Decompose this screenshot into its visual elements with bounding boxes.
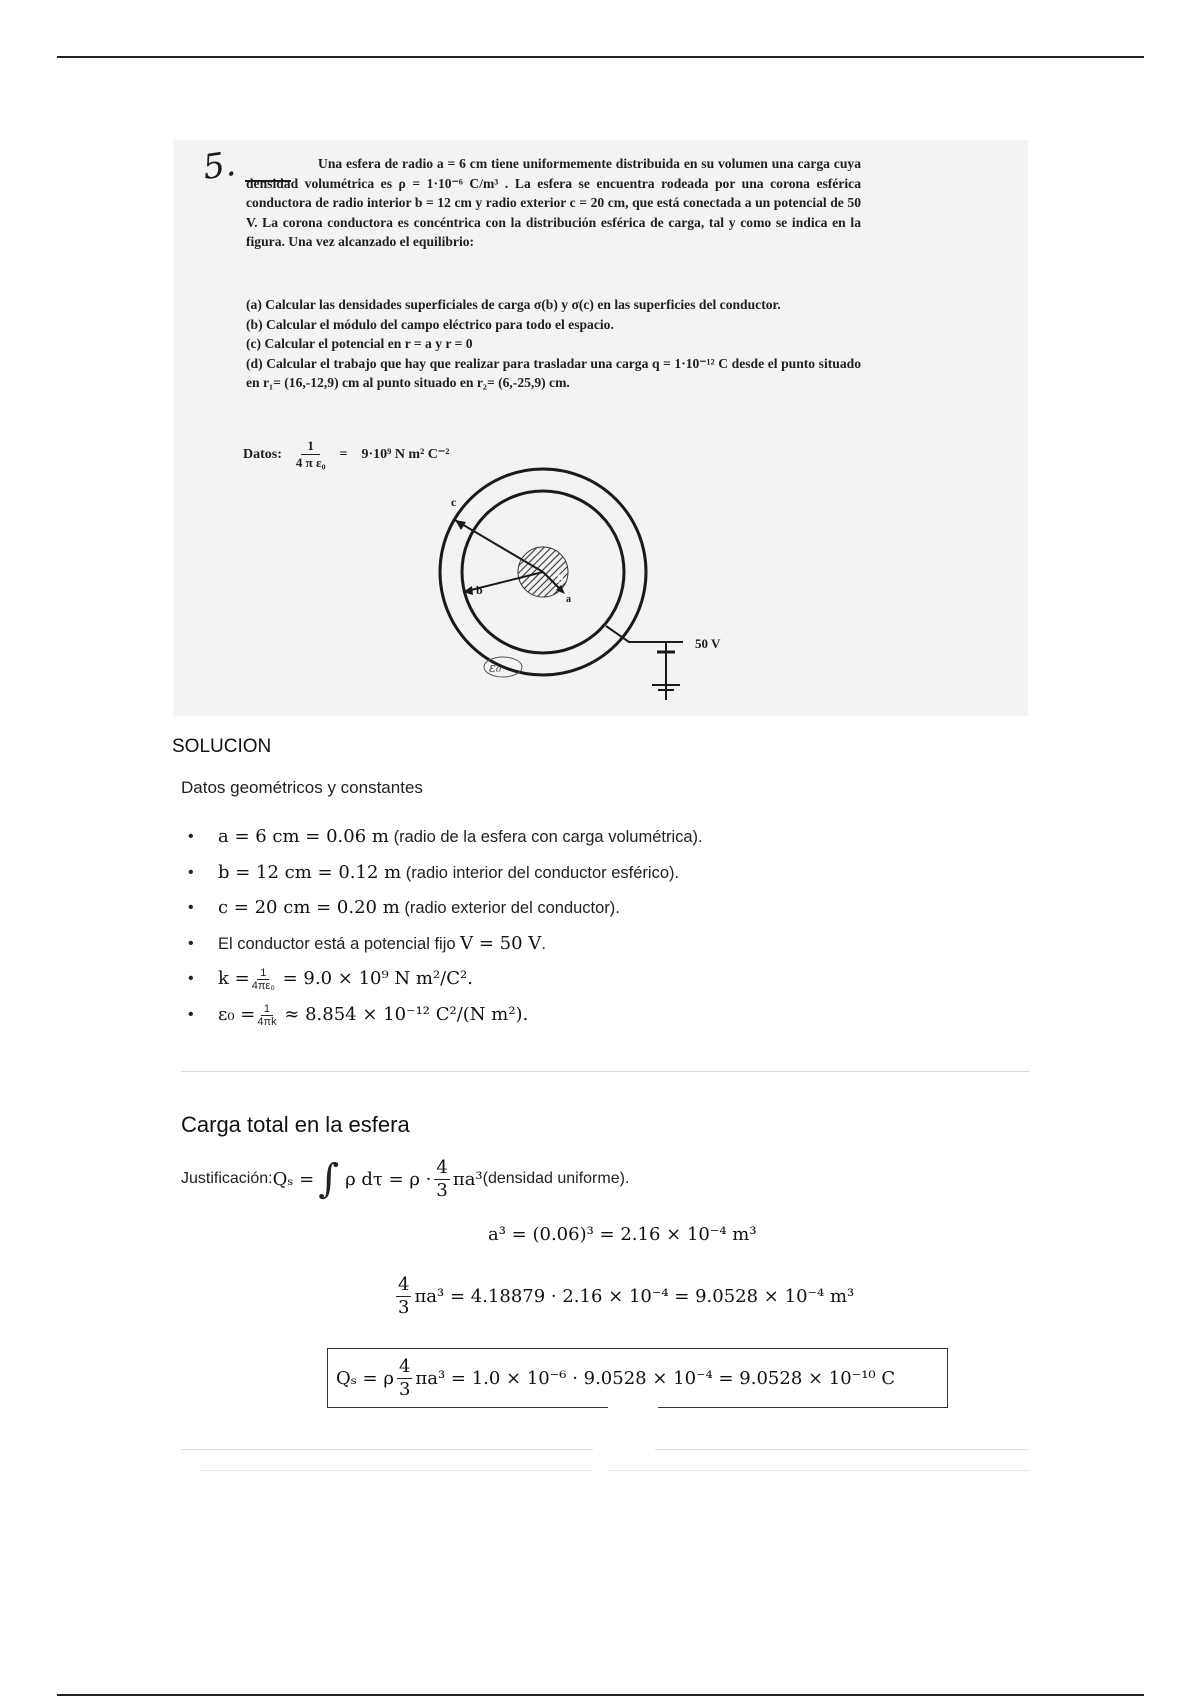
header-rule xyxy=(57,56,1144,58)
justification-after: πa³ xyxy=(452,1168,483,1190)
radius-c-arrow xyxy=(455,520,543,572)
justification-lhs: Qₛ = xyxy=(272,1168,315,1190)
datos-label: Datos: xyxy=(243,446,282,462)
section-title: Carga total en la esfera xyxy=(181,1112,410,1137)
section-divider xyxy=(655,1449,1029,1450)
list-item: • ε₀ = $\frac{1}{4\pi k}$ ≈ 8.854 × 10⁻¹² C²/(N m²). xyxy=(188,1000,703,1036)
ground-wire xyxy=(606,626,666,700)
integral-sign: ∫ xyxy=(318,1156,340,1202)
label-b: b xyxy=(476,583,483,597)
label-c: c xyxy=(451,495,457,509)
problem-number: 5. xyxy=(200,143,239,189)
datos-equals: = xyxy=(339,446,348,462)
datos-subheading: Datos geométricos y constantes xyxy=(181,778,423,797)
datos-list xyxy=(188,822,703,1035)
section-divider xyxy=(200,1470,593,1471)
justification-note: (densidad uniforme). xyxy=(482,1170,630,1187)
section-divider xyxy=(608,1470,1029,1471)
list-item: • b = 12 cm = 0.12 m (radio interior del conductor esférico). xyxy=(188,858,703,894)
justification-integrand: ρ dτ = ρ · xyxy=(345,1168,432,1190)
section-divider xyxy=(181,1071,1029,1072)
list-item: • k = $\frac{1}{\text{4πε₀}}$ = 9.0 × 10⁹ N m²/C². xyxy=(188,964,703,1000)
fraction: 4 3 xyxy=(398,1274,410,1318)
problem-item-c: (c) Calcular el potencial en r = a y r = 0 xyxy=(246,336,473,351)
boxed-result-charge: Qₛ = ρ 4 3 πa³ = 1.0 × 10⁻⁶ · 9.0528 × 10⁻⁴ = 9.0528 × 10⁻¹⁰ C xyxy=(327,1348,948,1408)
scanned-problem xyxy=(173,140,1028,716)
problem-item-d: (d) Calcular el trabajo que hay que realizar para trasladar una carga q = 1·10⁻¹² C desde el punto situado en r₁= (16,-12,9) cm al punto situado en r₂= (6,-25,9) cm. xyxy=(246,355,861,390)
fraction: 4 3 xyxy=(398,1355,411,1400)
list-item: • El conductor está a potencial fijo V = 50 V. xyxy=(188,929,703,965)
equation-volume: 4 3 πa³ = 4.18879 · 2.16 × 10⁻⁴ = 9.0528 × 10⁻⁴ m³ xyxy=(398,1274,855,1318)
label-eps: ε₀ xyxy=(489,661,502,676)
footer-rule xyxy=(57,1694,1144,1696)
equation-a-cubed: a³ = (0.06)³ = 2.16 × 10⁻⁴ m³ xyxy=(488,1224,757,1245)
list-item: • a = 6 cm = 0.06 m (radio de la esfera con carga volumétrica). xyxy=(188,822,703,858)
box-gap xyxy=(608,1405,658,1411)
datos-value: 9·10⁹ N m² C⁻² xyxy=(361,447,450,462)
label-a: a xyxy=(566,594,571,605)
fraction: $\frac{1}{\text{4πε₀}}$ xyxy=(251,967,275,993)
problem-intro: Una esfera de radio a = 6 cm tiene uniformemente distribuida en su volumen una carga cuya densidad volumétrica es ρ = 1·10⁻⁶ C/m³ . La esfera se encuentra rodeada por una corona esférica conductora de radio interior b = 12 cm y radio exterior c = 20 cm, que está conectada a un potencial de 50 V. La corona conductora es concéntrica con la distribución esférica de carga, tal y como se indica en la figura. Una vez alcanzado el equilibrio: xyxy=(246,156,861,249)
justification-label: Justificación: xyxy=(181,1170,273,1187)
problem-item-a: (a) Calcular las densidades superficiales de carga σ(b) y σ(c) en las superficies del conductor. xyxy=(246,297,781,312)
list-item: • c = 20 cm = 0.20 m (radio exterior del conductor). xyxy=(188,893,703,929)
problem-item-b: (b) Calcular el módulo del campo eléctrico para todo el espacio. xyxy=(246,316,614,332)
label-voltage: 50 V xyxy=(695,636,721,651)
datos-fraction-den: 4 π ε₀ xyxy=(295,455,326,470)
problem-figure xyxy=(173,140,1028,716)
fraction: 4 3 xyxy=(436,1156,448,1201)
justification-line xyxy=(181,1150,629,1208)
label-rho: ρ xyxy=(557,569,564,583)
fraction: $\frac{1}{4\pi k}$ xyxy=(257,1002,277,1028)
datos-fraction-num: 1 xyxy=(301,438,320,455)
solution-title: SOLUCION xyxy=(172,736,272,757)
section-divider xyxy=(181,1449,593,1450)
